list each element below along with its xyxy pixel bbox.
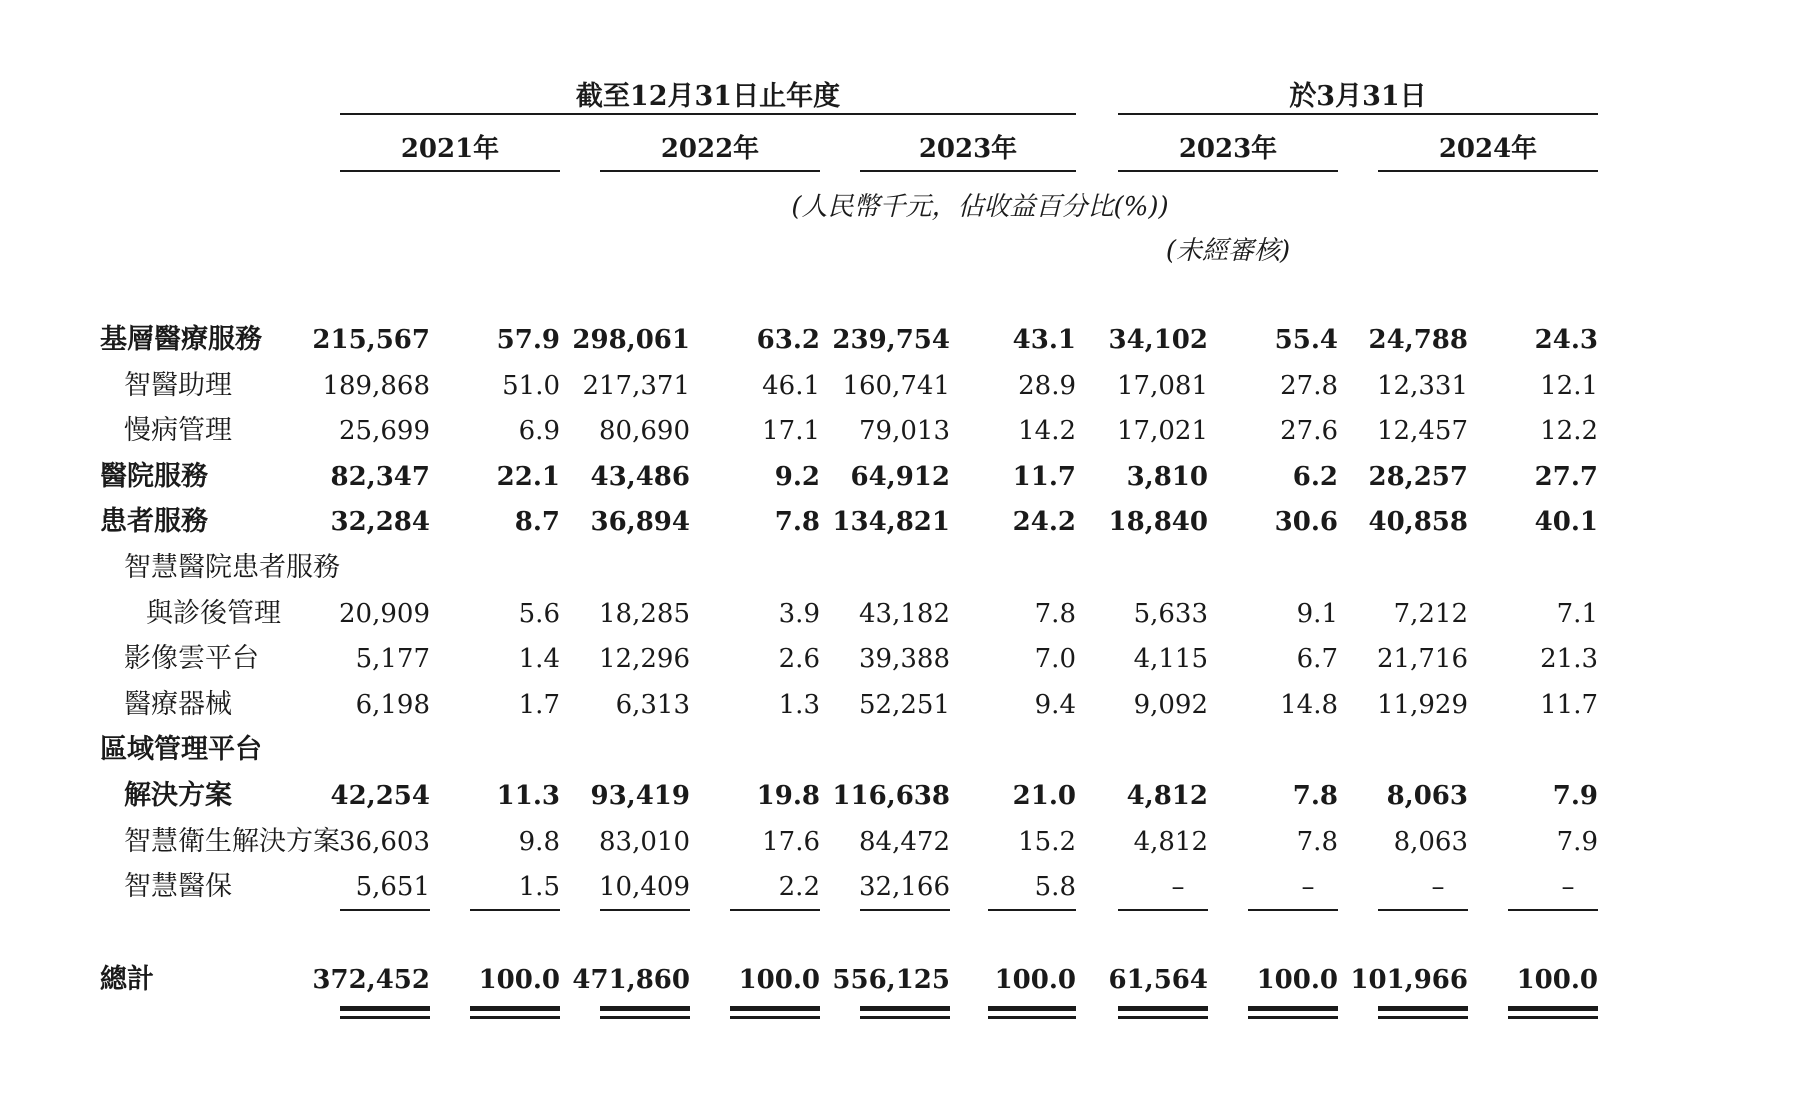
header-group-rule-1 (340, 113, 1076, 115)
subtotal-underline (470, 909, 560, 911)
subtotal-underline (1118, 909, 1208, 911)
amount-cell: 18,285 (599, 598, 690, 629)
subtotal-underline (1508, 909, 1598, 911)
row-label: 智慧衛生解決方案 (124, 825, 340, 857)
subtotal-underline (1378, 909, 1468, 911)
amount-cell: 4,812 (1133, 826, 1208, 857)
amount-cell: 64,912 (850, 461, 950, 492)
percent-cell: – (1301, 872, 1315, 903)
amount-cell: 9,092 (1133, 689, 1208, 720)
amount-cell: – (1171, 872, 1185, 903)
amount-cell: 556,125 (832, 965, 950, 995)
amount-cell: 28,257 (1368, 461, 1468, 492)
row-label: 智醫助理 (124, 369, 232, 401)
percent-cell: 12.1 (1540, 370, 1598, 401)
table-row (0, 639, 1806, 679)
percent-cell: 21.0 (1012, 781, 1076, 811)
percent-cell: 100.0 (478, 965, 560, 995)
amount-cell: 6,313 (615, 689, 690, 720)
amount-cell: 18,840 (1108, 507, 1208, 538)
percent-cell: 100.0 (1256, 965, 1338, 995)
subtotal-underline (988, 909, 1076, 911)
amount-cell: 20,909 (339, 598, 430, 629)
total-double-underline (1248, 1016, 1338, 1019)
amount-cell: 215,567 (312, 325, 430, 355)
row-label: 解決方案 (124, 780, 232, 811)
percent-cell: 46.1 (762, 370, 820, 401)
amount-cell: 61,564 (1108, 965, 1208, 995)
amount-cell: 36,894 (590, 507, 690, 538)
amount-cell: 10,409 (599, 872, 690, 903)
unaudited-note: (未經審核) (1165, 236, 1291, 266)
table-row (0, 867, 1806, 907)
amount-cell: 17,021 (1117, 416, 1208, 447)
year-rule-2022 (600, 170, 820, 172)
total-double-underline (1508, 1006, 1598, 1011)
amount-cell: 134,821 (832, 507, 950, 538)
percent-cell: 11.3 (496, 781, 560, 811)
amount-cell: 116,638 (832, 781, 950, 811)
percent-cell: 5.8 (1034, 872, 1076, 903)
amount-cell: 8,063 (1386, 781, 1468, 811)
percent-cell: 1.5 (518, 872, 560, 903)
percent-cell: 11.7 (1012, 461, 1076, 492)
percent-cell: 11.7 (1540, 689, 1598, 720)
amount-cell: 101,966 (1350, 965, 1468, 995)
percent-cell: 22.1 (496, 461, 560, 492)
total-double-underline (1378, 1016, 1468, 1019)
percent-cell: 27.8 (1280, 370, 1338, 401)
row-label: 患者服務 (100, 506, 208, 538)
percent-cell: 2.6 (778, 644, 820, 675)
percent-cell: 12.2 (1540, 416, 1598, 447)
amount-cell: 5,651 (355, 872, 430, 903)
total-label: 總計 (100, 964, 154, 995)
row-label: 影像雲平台 (124, 643, 259, 675)
amount-cell: 160,741 (842, 370, 950, 401)
percent-cell: 1.7 (518, 689, 560, 720)
row-label: 醫院服務 (100, 460, 208, 492)
percent-cell: 9.1 (1296, 598, 1338, 629)
percent-cell: 100.0 (1516, 965, 1598, 995)
amount-cell: 4,115 (1133, 644, 1208, 675)
year-header-2021: 2021年 (400, 134, 500, 164)
year-rule-2023-q1 (1118, 170, 1338, 172)
amount-cell: – (1431, 872, 1445, 903)
percent-cell: 27.7 (1534, 461, 1598, 492)
percent-cell: 1.4 (518, 644, 560, 675)
amount-cell: 8,063 (1393, 826, 1468, 857)
amount-cell: 80,690 (599, 416, 690, 447)
total-double-underline (1508, 1016, 1598, 1019)
amount-cell: 32,284 (330, 507, 430, 538)
percent-cell: 55.4 (1274, 325, 1338, 355)
total-double-underline (1118, 1016, 1208, 1019)
amount-cell: 34,102 (1108, 325, 1208, 355)
percent-cell: 63.2 (756, 325, 820, 355)
amount-cell: 42,254 (330, 781, 430, 811)
percent-cell: 6.7 (1296, 644, 1338, 675)
total-double-underline (730, 1016, 820, 1019)
row-label: 區域管理平台 (100, 734, 262, 766)
total-double-underline (988, 1006, 1076, 1011)
percent-cell: 7.0 (1034, 644, 1076, 675)
percent-cell: 8.7 (514, 507, 560, 538)
total-double-underline (1248, 1006, 1338, 1011)
subtotal-underline (730, 909, 820, 911)
amount-cell: 43,486 (590, 461, 690, 492)
percent-cell: 19.8 (756, 781, 820, 811)
unit-note: (人民幣千元，佔收益百分比(%)) (791, 192, 1169, 222)
percent-cell: 2.2 (778, 872, 820, 903)
table-row (0, 411, 1806, 451)
amount-cell: 3,810 (1126, 461, 1208, 492)
total-double-underline (470, 1006, 560, 1011)
percent-cell: 6.2 (1292, 461, 1338, 492)
total-double-underline (600, 1006, 690, 1011)
table-row (0, 730, 1806, 770)
amount-cell: 83,010 (599, 826, 690, 857)
amount-cell: 5,633 (1133, 598, 1208, 629)
year-rule-2023 (860, 170, 1076, 172)
row-label: 智慧醫院患者服務 (124, 552, 340, 583)
amount-cell: 17,081 (1117, 370, 1208, 401)
percent-cell: 7.8 (1292, 781, 1338, 811)
amount-cell: 471,860 (572, 965, 690, 995)
percent-cell: 43.1 (1012, 325, 1076, 355)
amount-cell: 93,419 (590, 781, 690, 811)
header-group-year-ended: 截至12月31日止年度 (575, 81, 841, 112)
amount-cell: 52,251 (859, 689, 950, 720)
amount-cell: 40,858 (1368, 507, 1468, 538)
amount-cell: 12,296 (599, 644, 690, 675)
percent-cell: 9.2 (774, 461, 820, 492)
amount-cell: 36,603 (339, 826, 430, 857)
percent-cell: 24.2 (1012, 507, 1076, 538)
table-row (0, 502, 1806, 542)
percent-cell: 7.8 (1296, 826, 1338, 857)
percent-cell: 7.9 (1556, 826, 1598, 857)
year-header-2022: 2022年 (660, 134, 760, 164)
table-row (0, 822, 1806, 862)
amount-cell: 24,788 (1368, 325, 1468, 355)
year-rule-2021 (340, 170, 560, 172)
table-row (0, 457, 1806, 497)
percent-cell: 14.2 (1018, 416, 1076, 447)
table-row (0, 776, 1806, 816)
percent-cell: 5.6 (518, 598, 560, 629)
percent-cell: 17.6 (762, 826, 820, 857)
header-group-rule-2 (1118, 113, 1598, 115)
amount-cell: 189,868 (322, 370, 430, 401)
percent-cell: 24.3 (1534, 325, 1598, 355)
percent-cell: 40.1 (1534, 507, 1598, 538)
percent-cell: 21.3 (1540, 644, 1598, 675)
percent-cell: 7.9 (1552, 781, 1598, 811)
total-double-underline (860, 1016, 950, 1019)
percent-cell: 7.8 (774, 507, 820, 538)
row-label: 基層醫療服務 (100, 324, 262, 355)
total-double-underline (600, 1016, 690, 1019)
total-double-underline (340, 1006, 430, 1011)
row-label: 智慧醫保 (124, 871, 232, 903)
total-double-underline (730, 1006, 820, 1011)
total-double-underline (340, 1016, 430, 1019)
row-label: 慢病管理 (124, 415, 232, 447)
percent-cell: 57.9 (496, 325, 560, 355)
table-row (0, 594, 1806, 634)
percent-cell: 3.9 (778, 598, 820, 629)
year-header-2023-q1: 2023年 (1178, 134, 1278, 164)
subtotal-underline (860, 909, 950, 911)
percent-cell: 1.3 (778, 689, 820, 720)
amount-cell: 6,198 (355, 689, 430, 720)
percent-cell: 9.8 (518, 826, 560, 857)
percent-cell: 100.0 (994, 965, 1076, 995)
amount-cell: 43,182 (859, 598, 950, 629)
subtotal-underline (600, 909, 690, 911)
percent-cell: 6.9 (518, 416, 560, 447)
total-double-underline (470, 1016, 560, 1019)
total-double-underline (860, 1006, 950, 1011)
percent-cell: 15.2 (1018, 826, 1076, 857)
amount-cell: 7,212 (1393, 598, 1468, 629)
percent-cell: 14.8 (1280, 689, 1338, 720)
percent-cell: 17.1 (762, 416, 820, 447)
amount-cell: 12,331 (1377, 370, 1468, 401)
year-rule-2024-q1 (1378, 170, 1598, 172)
total-row (0, 960, 1806, 1000)
amount-cell: 11,929 (1377, 689, 1468, 720)
percent-cell: 7.1 (1556, 598, 1598, 629)
percent-cell: 28.9 (1018, 370, 1076, 401)
amount-cell: 5,177 (355, 644, 430, 675)
year-header-2023: 2023年 (918, 134, 1018, 164)
amount-cell: 4,812 (1126, 781, 1208, 811)
amount-cell: 84,472 (859, 826, 950, 857)
row-label: 與診後管理 (146, 597, 281, 629)
percent-cell: 30.6 (1274, 507, 1338, 538)
amount-cell: 25,699 (339, 416, 430, 447)
total-double-underline (988, 1016, 1076, 1019)
percent-cell: 9.4 (1034, 689, 1076, 720)
amount-cell: 21,716 (1377, 644, 1468, 675)
row-label: 醫療器械 (124, 688, 232, 720)
amount-cell: 217,371 (582, 370, 690, 401)
percent-cell: – (1561, 872, 1575, 903)
table-row (0, 366, 1806, 406)
amount-cell: 82,347 (330, 461, 430, 492)
amount-cell: 239,754 (832, 325, 950, 355)
amount-cell: 39,388 (859, 644, 950, 675)
table-row (0, 548, 1806, 588)
subtotal-underline (1248, 909, 1338, 911)
table-row (0, 320, 1806, 360)
percent-cell: 51.0 (502, 370, 560, 401)
amount-cell: 372,452 (312, 965, 430, 995)
year-header-2024-q1: 2024年 (1438, 134, 1538, 164)
percent-cell: 7.8 (1034, 598, 1076, 629)
total-double-underline (1378, 1006, 1468, 1011)
amount-cell: 32,166 (859, 872, 950, 903)
percent-cell: 100.0 (738, 965, 820, 995)
total-double-underline (1118, 1006, 1208, 1011)
header-group-as-at: 於3月31日 (1289, 81, 1427, 112)
amount-cell: 79,013 (859, 416, 950, 447)
amount-cell: 298,061 (572, 325, 690, 355)
subtotal-underline (340, 909, 430, 911)
table-row (0, 685, 1806, 725)
percent-cell: 27.6 (1280, 416, 1338, 447)
amount-cell: 12,457 (1377, 416, 1468, 447)
